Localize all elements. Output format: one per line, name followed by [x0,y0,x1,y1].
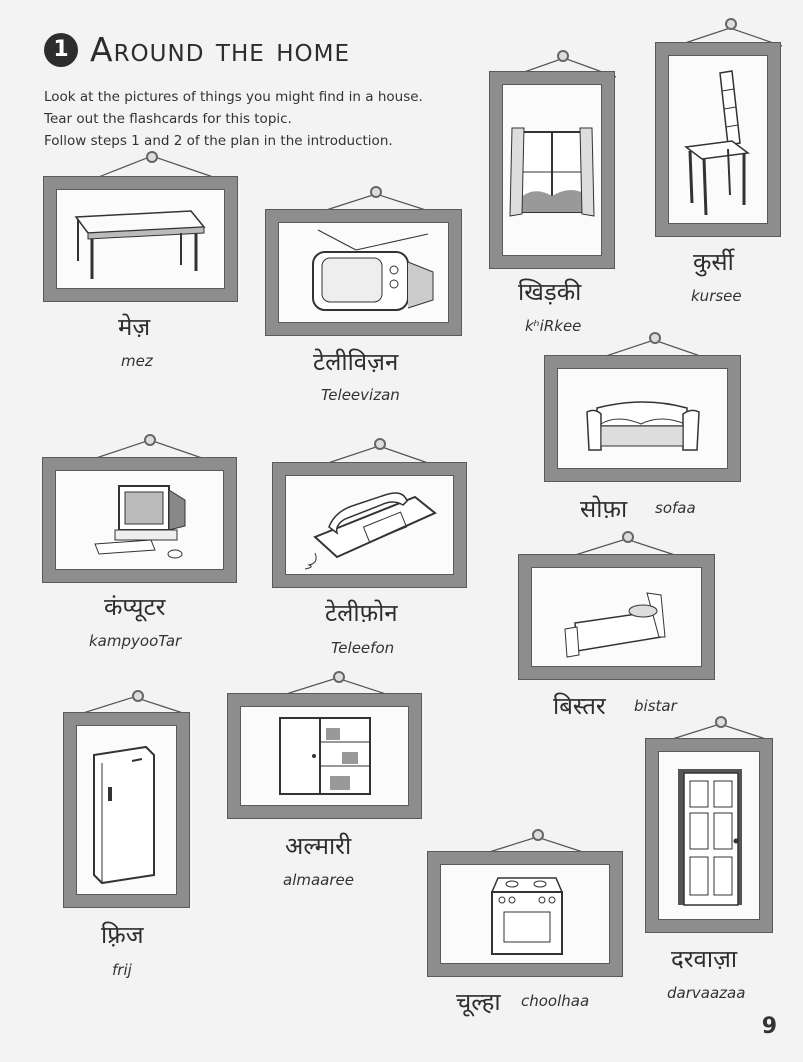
intro-line: Tear out the flashcards for this topic. [44,111,292,127]
picture-frame-tv [266,210,461,335]
hindi-word-telephone: टेलीफ़ोन [325,599,398,627]
intro-line: Follow steps 1 and 2 of the plan in the introduction. [44,133,393,149]
topic-number-badge: 1 [44,33,78,67]
hanging-pin [532,829,544,841]
picture-frame-cupboard [228,694,421,818]
hindi-word-door: दरवाज़ा [671,945,738,973]
hanging-pin [144,434,156,446]
romanized-word-telephone: Teleefon [331,639,395,657]
romanized-word-table: mez [121,352,153,370]
computer-icon [55,470,224,570]
hindi-word-bed: बिस्तर [553,692,606,720]
stove-icon [440,864,610,964]
hindi-word-tv: टेलीविज़न [313,348,399,376]
romanized-word-fridge: frij [112,961,132,979]
romanized-word-bed: bistar [634,697,677,715]
page-number: 9 [761,1014,777,1039]
hanging-pin [649,332,661,344]
picture-frame-table [44,177,237,301]
door-icon [658,751,760,920]
romanized-word-cupboard: almaaree [283,871,354,889]
picture-frame-computer [43,458,236,582]
romanized-word-chair: kursee [691,287,742,305]
intro-line: Look at the pictures of things you might find in a house. [44,89,423,105]
hindi-word-computer: कंप्यूटर [104,593,166,621]
hindi-word-cupboard: अल्मारी [285,832,352,860]
television-icon [278,222,449,323]
picture-frame-telephone [273,463,466,587]
chair-icon [668,55,768,224]
hanging-pin [132,690,144,702]
hindi-word-window: खिड़की [518,278,582,306]
cupboard-icon [240,706,409,806]
hanging-pin [333,671,345,683]
hindi-word-chair: कुर्सी [693,248,734,276]
romanized-word-door: darvaazaa [667,984,746,1002]
romanized-word-window: kʰiRkee [525,317,582,335]
hanging-pin [557,50,569,62]
picture-frame-door [646,739,772,932]
picture-frame-chair [656,43,780,236]
hanging-wire [96,150,236,180]
hanging-pin [370,186,382,198]
hindi-word-stove: चूल्हा [456,988,501,1016]
hindi-word-fridge: फ़्रिज [101,921,144,949]
table-icon [56,189,225,289]
telephone-icon [285,475,454,575]
hanging-pin [725,18,737,30]
hanging-pin [374,438,386,450]
romanized-word-computer: kampyooTar [89,632,182,650]
hanging-pin [146,151,158,163]
picture-frame-stove [428,852,622,976]
hindi-word-table: मेज़ [118,313,151,341]
fridge-icon [76,725,177,895]
picture-frame-fridge [64,713,189,907]
hanging-pin [622,531,634,543]
page-header [44,30,350,69]
picture-frame-sofa [545,356,740,481]
hanging-pin [715,716,727,728]
picture-frame-window [490,72,614,268]
romanized-word-tv: Teleevizan [321,386,400,404]
sofa-icon [557,368,728,469]
page-title: Around the home [90,30,351,69]
intro-text [44,86,423,152]
bed-icon [531,567,702,667]
romanized-word-stove: choolhaa [521,992,590,1010]
picture-frame-bed [519,555,714,679]
hindi-word-sofa: सोफ़ा [580,495,628,523]
window-icon [502,84,602,256]
romanized-word-sofa: sofaa [655,499,696,517]
